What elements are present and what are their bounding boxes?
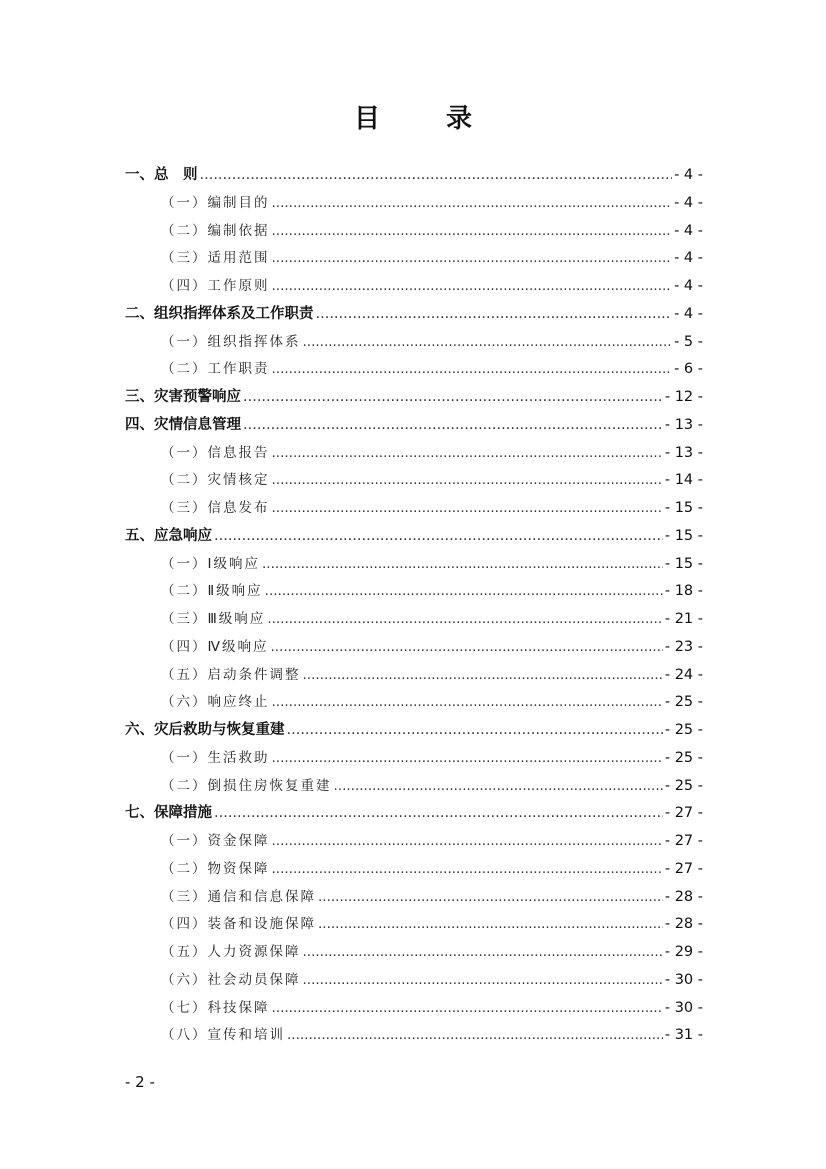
toc-section-entry[interactable]	[125, 356, 703, 384]
toc-section-entry[interactable]	[125, 856, 703, 884]
toc-dot-leader	[243, 412, 663, 440]
toc-section-entry[interactable]	[125, 606, 703, 634]
toc-section-entry[interactable]	[125, 828, 703, 856]
toc-entry-text: （四）装备和设施保障	[161, 916, 316, 933]
toc-dot-leader	[272, 689, 663, 717]
toc-entry-page: - 28 -	[664, 916, 703, 933]
toc-chapter-entry[interactable]	[125, 162, 703, 190]
toc-entry-text: （一）组织指挥体系	[161, 333, 301, 350]
toc-entry-page: - 4 -	[674, 250, 703, 267]
toc-entry-text: （四）工作原则	[161, 278, 270, 294]
toc-entry-page: - 25 -	[664, 749, 703, 766]
toc-entry-text: （二）倒损住房恢复重建	[161, 777, 332, 794]
toc-dot-leader	[303, 329, 673, 357]
toc-dot-leader	[267, 606, 663, 634]
toc-entry-text: （二）灾情核定	[161, 472, 270, 489]
toc-entry-page: - 15 -	[664, 500, 703, 516]
toc-title: 目 录	[353, 104, 492, 134]
toc-dot-leader	[272, 495, 663, 523]
toc-chapter-entry[interactable]	[125, 384, 703, 412]
toc-section-entry[interactable]	[125, 440, 703, 468]
toc-entry-text: （三）信息发布	[161, 500, 270, 516]
toc-entry-text: （二）编制依据	[161, 222, 270, 239]
toc-dot-leader	[272, 190, 673, 218]
toc-entry-page: - 18 -	[664, 583, 703, 600]
toc-entry-page: - 27 -	[664, 860, 703, 877]
toc-entry-page: - 15 -	[664, 527, 703, 544]
toc-dot-leader	[272, 828, 663, 856]
toc-entry-text: （一）信息报告	[161, 444, 270, 461]
toc-entry-text: （一）资金保障	[161, 833, 270, 849]
toc-entry-text: 五、应急响应	[125, 527, 212, 544]
toc-chapter-entry[interactable]	[125, 523, 703, 551]
toc-entry-text: （五）人力资源保障	[161, 944, 301, 960]
toc-section-entry[interactable]	[125, 190, 703, 218]
toc-dot-leader	[272, 440, 663, 468]
toc-entry-page: - 4 -	[674, 278, 703, 294]
toc-section-entry[interactable]	[125, 578, 703, 606]
toc-dot-leader	[272, 218, 673, 246]
toc-section-entry[interactable]	[125, 634, 703, 662]
toc-entry-page: - 4 -	[674, 167, 703, 183]
toc-section-entry[interactable]	[125, 967, 703, 995]
toc-dot-leader	[303, 967, 663, 995]
toc-entry-page: - 4 -	[674, 194, 703, 211]
toc-chapter-entry[interactable]	[125, 301, 703, 329]
toc-entry-page: - 21 -	[664, 611, 703, 627]
toc-entry-text: 二、组织指挥体系及工作职责	[125, 305, 314, 322]
toc-dot-leader	[265, 578, 663, 606]
toc-section-entry[interactable]	[125, 995, 703, 1023]
toc-entry-text: （三）Ⅲ级响应	[161, 611, 266, 627]
toc-dot-leader	[272, 356, 673, 384]
toc-entry-page: - 27 -	[664, 833, 703, 849]
toc-entry-page: - 25 -	[664, 722, 703, 738]
toc-entry-page: - 28 -	[664, 888, 703, 905]
toc-entry-text: 一、总 则	[125, 167, 198, 183]
toc-entry-page: - 15 -	[664, 555, 703, 572]
toc-entry-text: （六）响应终止	[161, 694, 270, 711]
toc-entry-text: 四、灾情信息管理	[125, 416, 241, 433]
toc-dot-leader	[270, 634, 662, 662]
toc-entry-text: （七）科技保障	[161, 999, 270, 1016]
toc-entry-text: （五）启动条件调整	[161, 666, 301, 683]
toc-chapter-entry[interactable]	[125, 412, 703, 440]
table-of-contents	[125, 162, 703, 1050]
toc-entry-text: 六、灾后救助与恢复重建	[125, 722, 285, 738]
toc-chapter-entry[interactable]	[125, 800, 703, 828]
toc-dot-leader	[214, 523, 663, 551]
toc-section-entry[interactable]	[125, 773, 703, 801]
toc-dot-leader	[318, 911, 663, 939]
toc-dot-leader	[318, 884, 663, 912]
toc-entry-page: - 25 -	[664, 777, 703, 794]
toc-entry-text: （一）生活救助	[161, 749, 270, 766]
toc-dot-leader	[316, 301, 673, 329]
toc-section-entry[interactable]	[125, 245, 703, 273]
toc-entry-text: 三、灾害预警响应	[125, 389, 241, 405]
toc-section-entry[interactable]	[125, 939, 703, 967]
toc-section-entry[interactable]	[125, 495, 703, 523]
toc-entry-page: - 12 -	[664, 389, 703, 405]
toc-entry-text: （六）社会动员保障	[161, 971, 301, 988]
toc-entry-text: （一）Ⅰ级响应	[161, 555, 260, 572]
toc-dot-leader	[272, 745, 663, 773]
toc-entry-text: （二）Ⅱ级响应	[161, 583, 263, 600]
toc-dot-leader	[303, 939, 663, 967]
toc-section-entry[interactable]	[125, 689, 703, 717]
toc-dot-leader	[334, 773, 663, 801]
toc-entry-page: - 4 -	[674, 222, 703, 239]
toc-entry-page: - 29 -	[664, 944, 703, 960]
toc-entry-text: （二）工作职责	[161, 361, 270, 378]
toc-dot-leader	[287, 1022, 663, 1050]
toc-section-entry[interactable]	[125, 273, 703, 301]
toc-section-entry[interactable]	[125, 745, 703, 773]
toc-entry-page: - 30 -	[664, 999, 703, 1016]
toc-dot-leader	[200, 162, 673, 190]
toc-entry-page: - 25 -	[664, 694, 703, 711]
toc-entry-text: （四）Ⅳ级响应	[161, 638, 269, 655]
toc-entry-page: - 24 -	[664, 666, 703, 683]
toc-section-entry[interactable]	[125, 662, 703, 690]
toc-dot-leader	[287, 717, 663, 745]
toc-section-entry[interactable]	[125, 329, 703, 357]
toc-dot-leader	[214, 800, 663, 828]
toc-entry-text: 七、保障措施	[125, 805, 212, 822]
toc-dot-leader	[272, 995, 663, 1023]
toc-entry-page: - 13 -	[664, 444, 703, 461]
toc-section-entry[interactable]	[125, 884, 703, 912]
toc-chapter-entry[interactable]	[125, 717, 703, 745]
toc-entry-text: （一）编制目的	[161, 194, 270, 211]
toc-dot-leader	[272, 273, 673, 301]
toc-entry-page: - 4 -	[674, 305, 703, 322]
toc-dot-leader	[262, 551, 663, 579]
toc-entry-page: - 6 -	[674, 361, 703, 378]
toc-entry-text: （二）物资保障	[161, 860, 270, 877]
toc-dot-leader	[272, 467, 663, 495]
toc-entry-page: - 23 -	[664, 638, 703, 655]
toc-dot-leader	[303, 662, 663, 690]
toc-section-entry[interactable]	[125, 218, 703, 246]
toc-entry-page: - 13 -	[664, 416, 703, 433]
toc-entry-page: - 27 -	[664, 805, 703, 822]
toc-section-entry[interactable]	[125, 551, 703, 579]
toc-section-entry[interactable]	[125, 1022, 703, 1050]
toc-entry-text: （三）通信和信息保障	[161, 888, 316, 905]
toc-entry-page: - 5 -	[674, 333, 703, 350]
toc-section-entry[interactable]	[125, 467, 703, 495]
toc-entry-text: （三）适用范围	[161, 250, 270, 267]
toc-dot-leader	[272, 245, 673, 273]
toc-dot-leader	[243, 384, 663, 412]
toc-dot-leader	[272, 856, 663, 884]
toc-entry-page: - 31 -	[664, 1027, 703, 1044]
page-number: - 2 -	[125, 1073, 155, 1091]
toc-entry-text: （八）宣传和培训	[161, 1027, 285, 1044]
toc-entry-page: - 30 -	[664, 971, 703, 988]
toc-section-entry[interactable]	[125, 911, 703, 939]
toc-entry-page: - 14 -	[664, 472, 703, 489]
